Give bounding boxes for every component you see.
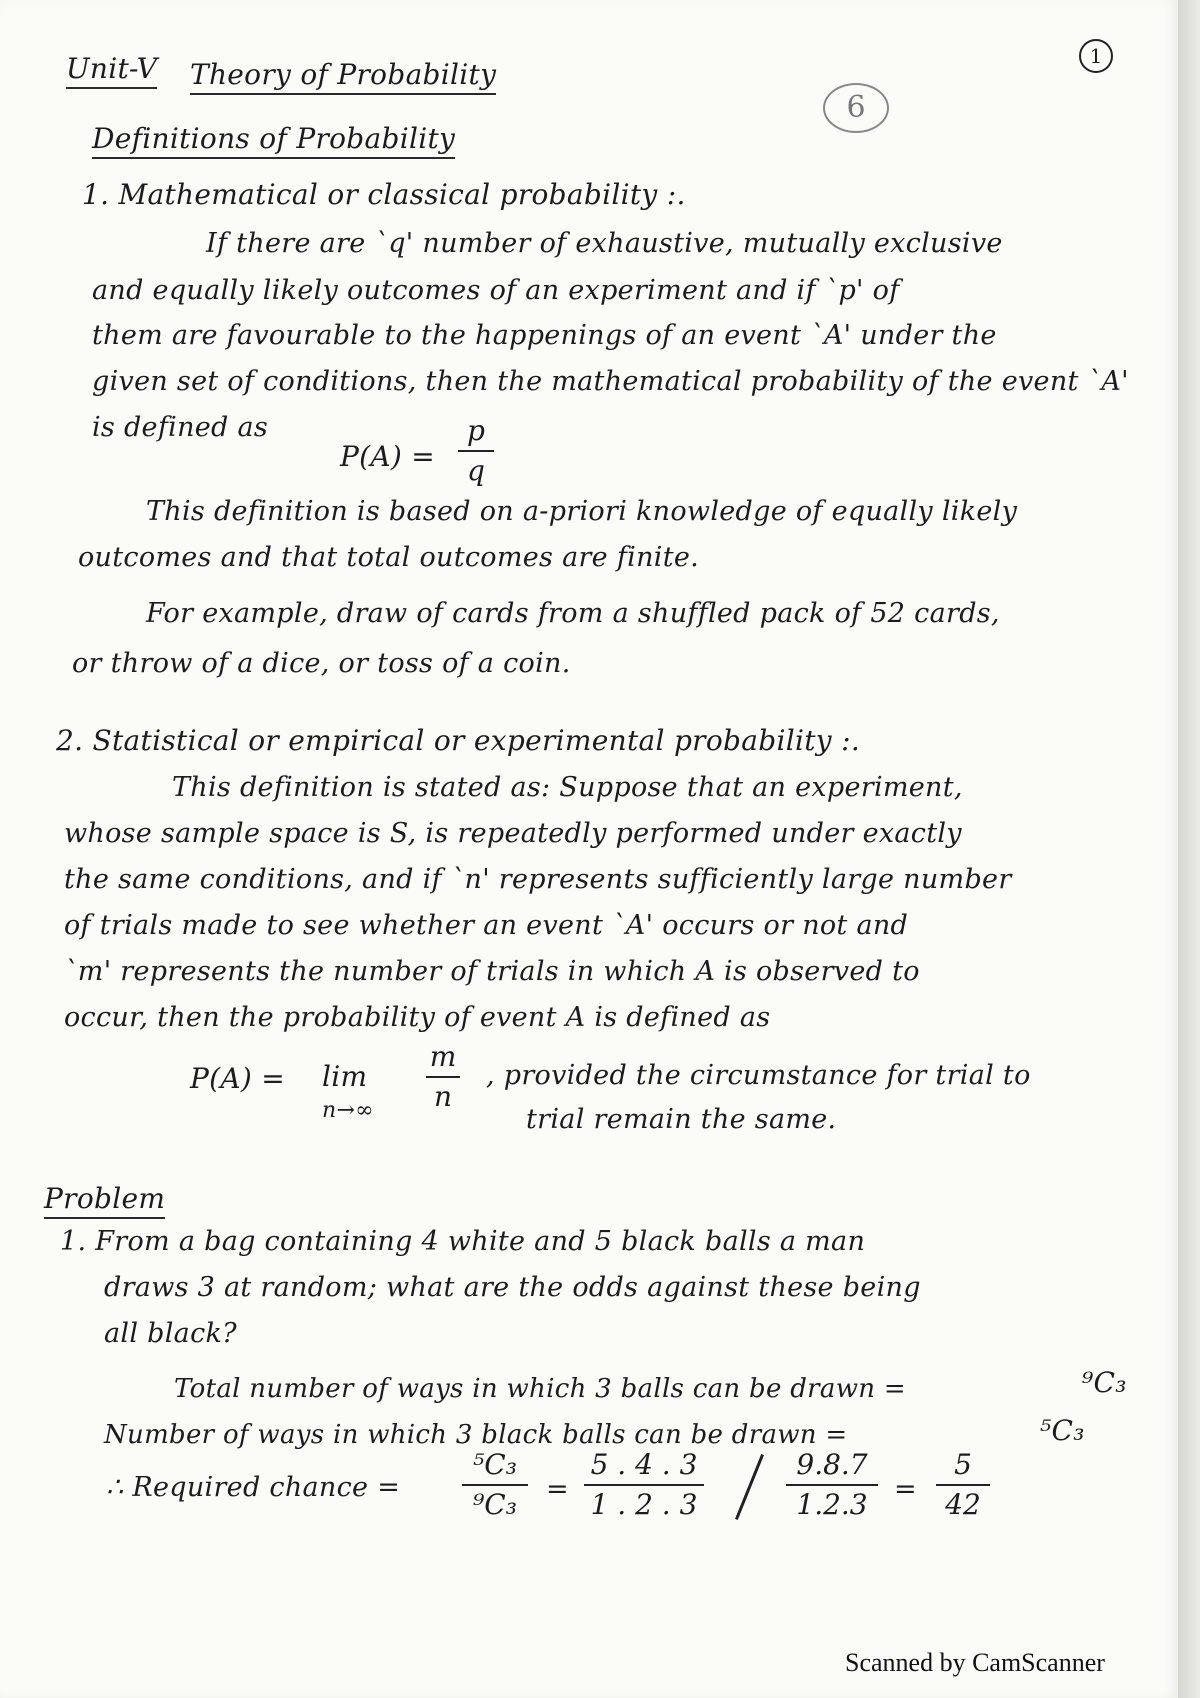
- black-ways-text: Number of ways in which 3 black balls can be drawn =: [104, 1420, 848, 1450]
- formula2-lhs: P(A) =: [190, 1062, 286, 1095]
- total-ways-value: ⁹C₃: [1082, 1366, 1127, 1399]
- section1-line: them are favourable to the happenings of an event `A' under the: [92, 320, 997, 351]
- section2-line: This definition is stated as: Suppose that an experiment,: [172, 772, 963, 803]
- section2-line: of trials made to see whether an event `A' occurs or not and: [64, 910, 909, 941]
- example-line: or throw of a dice, or toss of a coin.: [72, 648, 571, 679]
- result-fraction: 5 42: [936, 1448, 990, 1522]
- section1-heading: 1. Mathematical or classical probability :.: [82, 178, 686, 211]
- required-chance-label: ∴ Required chance =: [106, 1472, 401, 1503]
- equals-sign: =: [546, 1474, 569, 1505]
- equals-sign: =: [894, 1474, 917, 1505]
- formula2-fraction: m n: [426, 1040, 460, 1114]
- section2-line: the same conditions, and if `n' represents sufficiently large number: [64, 864, 1012, 895]
- note-line: outcomes and that total outcomes are finite.: [78, 542, 700, 573]
- formula-lhs: P(A) =: [340, 440, 436, 473]
- section2-line: `m' represents the number of trials in which A is observed to: [64, 956, 920, 987]
- total-ways-text: Total number of ways in which 3 balls can be drawn =: [174, 1374, 906, 1404]
- formula2-lim: lim: [322, 1060, 368, 1093]
- page-edge: [1178, 0, 1200, 1698]
- note-line: This definition is based on a-priori knowledge of equally likely: [146, 496, 1018, 527]
- chance-fraction-combination: ⁵C₃ ⁹C₃: [462, 1448, 528, 1522]
- scanner-watermark: Scanned by CamScanner: [845, 1648, 1105, 1677]
- section2-line: occur, then the probability of event A is defined as: [64, 1002, 771, 1033]
- section1-line: given set of conditions, then the mathematical probability of the event `A': [92, 366, 1129, 397]
- example-line: For example, draw of cards from a shuffled pack of 52 cards,: [146, 598, 1000, 629]
- proviso-line: trial remain the same.: [526, 1104, 837, 1135]
- problem-heading: Problem: [44, 1182, 165, 1215]
- chance-fraction-numerator: 5 . 4 . 3 1 . 2 . 3: [584, 1448, 704, 1522]
- definitions-heading: Definitions of Probability: [92, 122, 455, 155]
- corner-mark: 6: [823, 83, 889, 133]
- chance-fraction-denominator: 9.8.7 1.2.3: [786, 1448, 878, 1522]
- section2-line: whose sample space is S, is repeatedly performed under exactly: [64, 818, 962, 849]
- black-ways-value: ⁵C₃: [1040, 1414, 1085, 1447]
- section2-heading: 2. Statistical or empirical or experimental probability :.: [56, 724, 861, 757]
- section1-line: and equally likely outcomes of an experiment and if `p' of: [92, 275, 900, 306]
- problem-line: 1. From a bag containing 4 white and 5 black balls a man: [60, 1226, 866, 1257]
- formula-fraction: p q: [458, 414, 494, 488]
- page-number: 1: [1079, 39, 1113, 73]
- page-title: Theory of Probability: [190, 58, 496, 91]
- problem-line: draws 3 at random; what are the odds against these being: [104, 1272, 921, 1303]
- problem-line: all black?: [104, 1318, 237, 1349]
- division-slash: [735, 1454, 764, 1520]
- formula2-limit-subscript: n→∞: [322, 1098, 374, 1123]
- section1-line: is defined as: [92, 412, 269, 443]
- unit-label: Unit-V: [66, 52, 157, 85]
- proviso-line: , provided the circumstance for trial to: [486, 1060, 1031, 1091]
- section1-line: If there are `q' number of exhaustive, mutually exclusive: [206, 228, 1003, 259]
